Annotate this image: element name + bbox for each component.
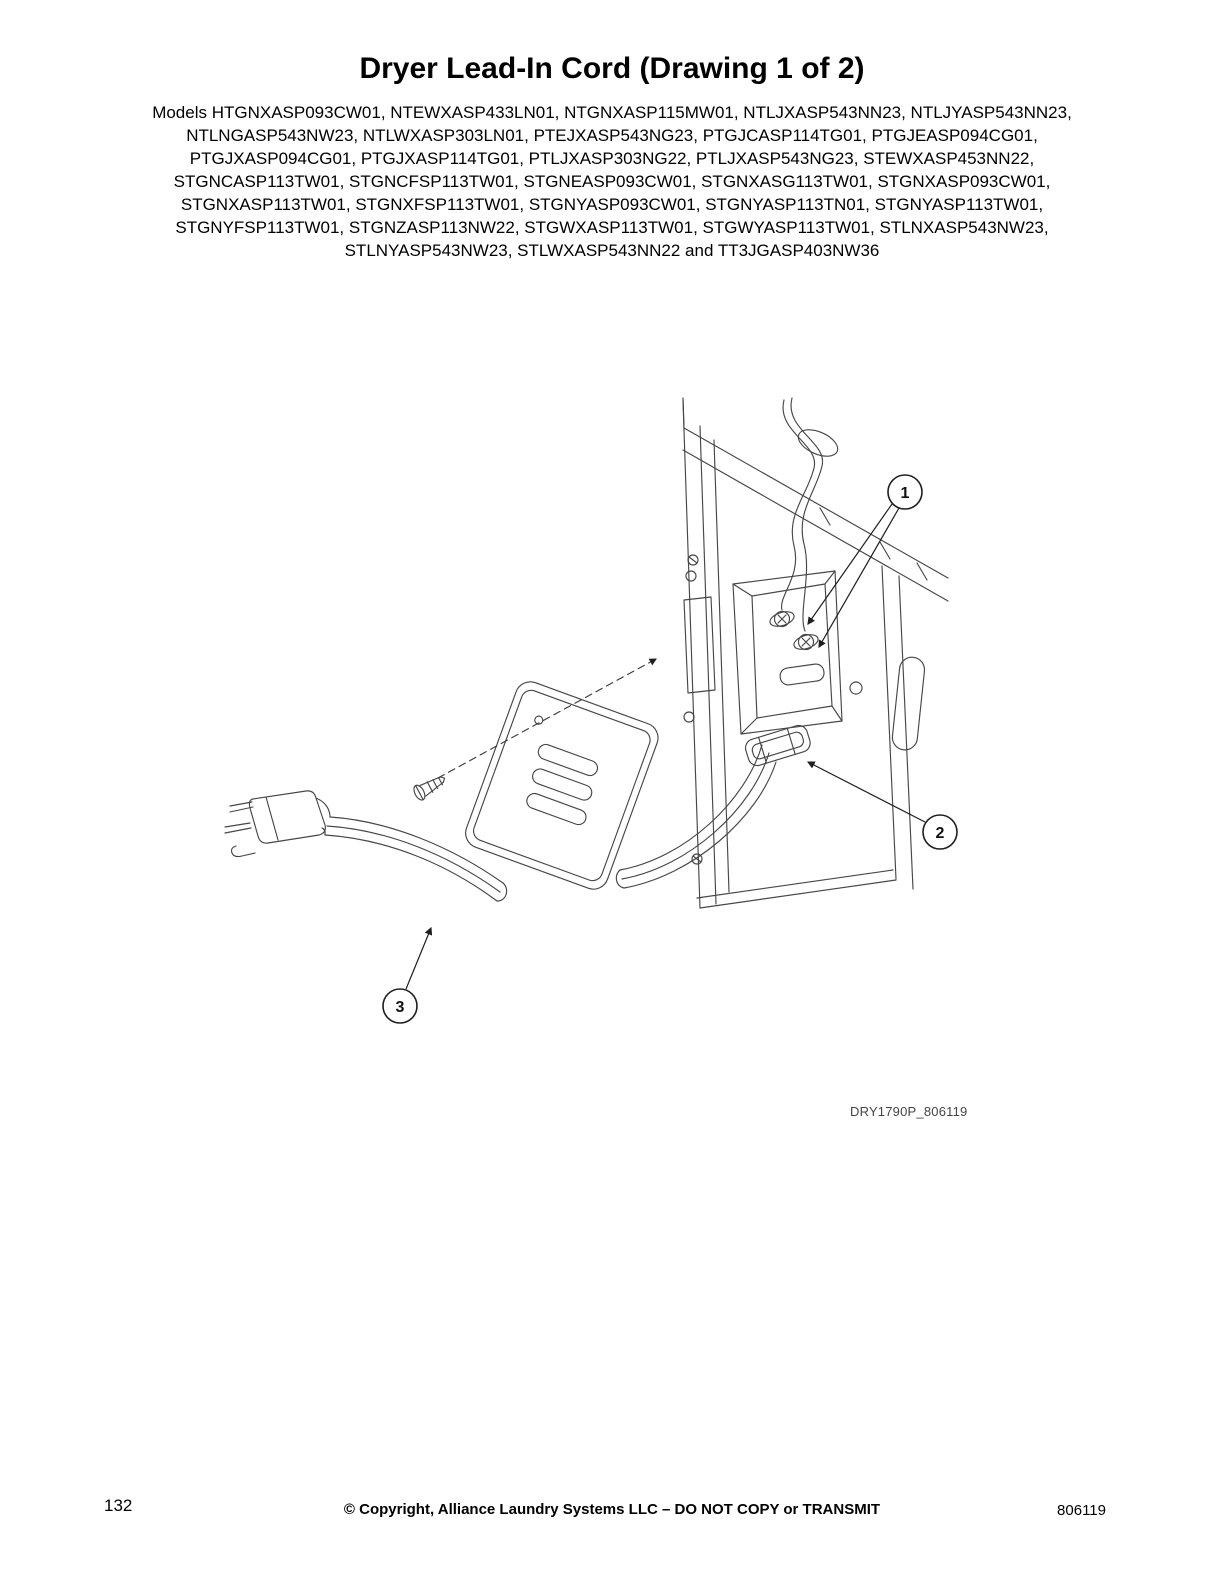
access-cover-plate-drawing xyxy=(461,678,662,894)
lead-in-cord-drawing xyxy=(325,745,776,901)
callout-1-number: 1 xyxy=(900,485,910,502)
lead-in-cord-exploded-view xyxy=(180,370,1000,1070)
page-number: 132 xyxy=(104,1496,133,1515)
callout-1 xyxy=(808,475,922,647)
terminal-screws-drawing xyxy=(768,609,820,652)
model-list-line: STGNXASP113TW01, STGNXFSP113TW01, STGNYASP093CW01, STGNYASP113TN01, STGNYASP113TW01, xyxy=(180,195,1044,214)
page-title: Dryer Lead-In Cord (Drawing 1 of 2) xyxy=(359,52,865,85)
power-plug-drawing xyxy=(225,791,330,857)
drawing-id-label: DRY1790P_806119 xyxy=(850,1104,968,1119)
model-list-line: STGNCASP113TW01, STGNCFSP113TW01, STGNEASP093CW01, STGNXASG113TW01, STGNXASP093CW01, xyxy=(173,172,1051,191)
model-list-line: NTLNGASP543NW23, NTLWXASP303LN01, PTEJXASP543NG23, PTGJCASP114TG01, PTGJEASP094CG01, xyxy=(186,126,1038,145)
model-list-line: STGNYFSP113TW01, STGNZASP113NW22, STGWXASP113TW01, STGWYASP113TW01, STLNXASP543NW23, xyxy=(175,218,1049,237)
copyright-line: © Copyright, Alliance Laundry Systems LLC – DO NOT COPY or TRANSMIT xyxy=(343,1501,881,1518)
callout-2-number: 2 xyxy=(935,825,945,842)
model-list-line: Models HTGNXASP093CW01, NTEWXASP433LN01, NTGNXASP115MW01, NTLJXASP543NN23, NTLJYASP543NN23, xyxy=(152,103,1072,122)
callout-3-number: 3 xyxy=(395,999,405,1016)
technical-diagram xyxy=(180,370,1000,1070)
doc-number: 806119 xyxy=(1057,1502,1106,1519)
callout-1-arrow xyxy=(819,508,899,647)
model-list-line: PTGJXASP094CG01, PTGJXASP114TG01, PTLJXASP303NG22, PTLJXASP543NG23, STEWXASP453NN22, xyxy=(189,149,1035,168)
callout-3-arrow xyxy=(406,928,431,989)
callout-3 xyxy=(383,928,431,1023)
terminal-wires-drawing xyxy=(782,398,842,631)
strain-relief-bushing-drawing xyxy=(743,723,812,768)
callouts xyxy=(383,475,957,1023)
model-list xyxy=(60,101,1164,262)
callout-2 xyxy=(808,762,957,849)
model-list-line: STLNYASP543NW23, STLWXASP543NN22 and TT3JGASP403NW36 xyxy=(344,241,880,260)
